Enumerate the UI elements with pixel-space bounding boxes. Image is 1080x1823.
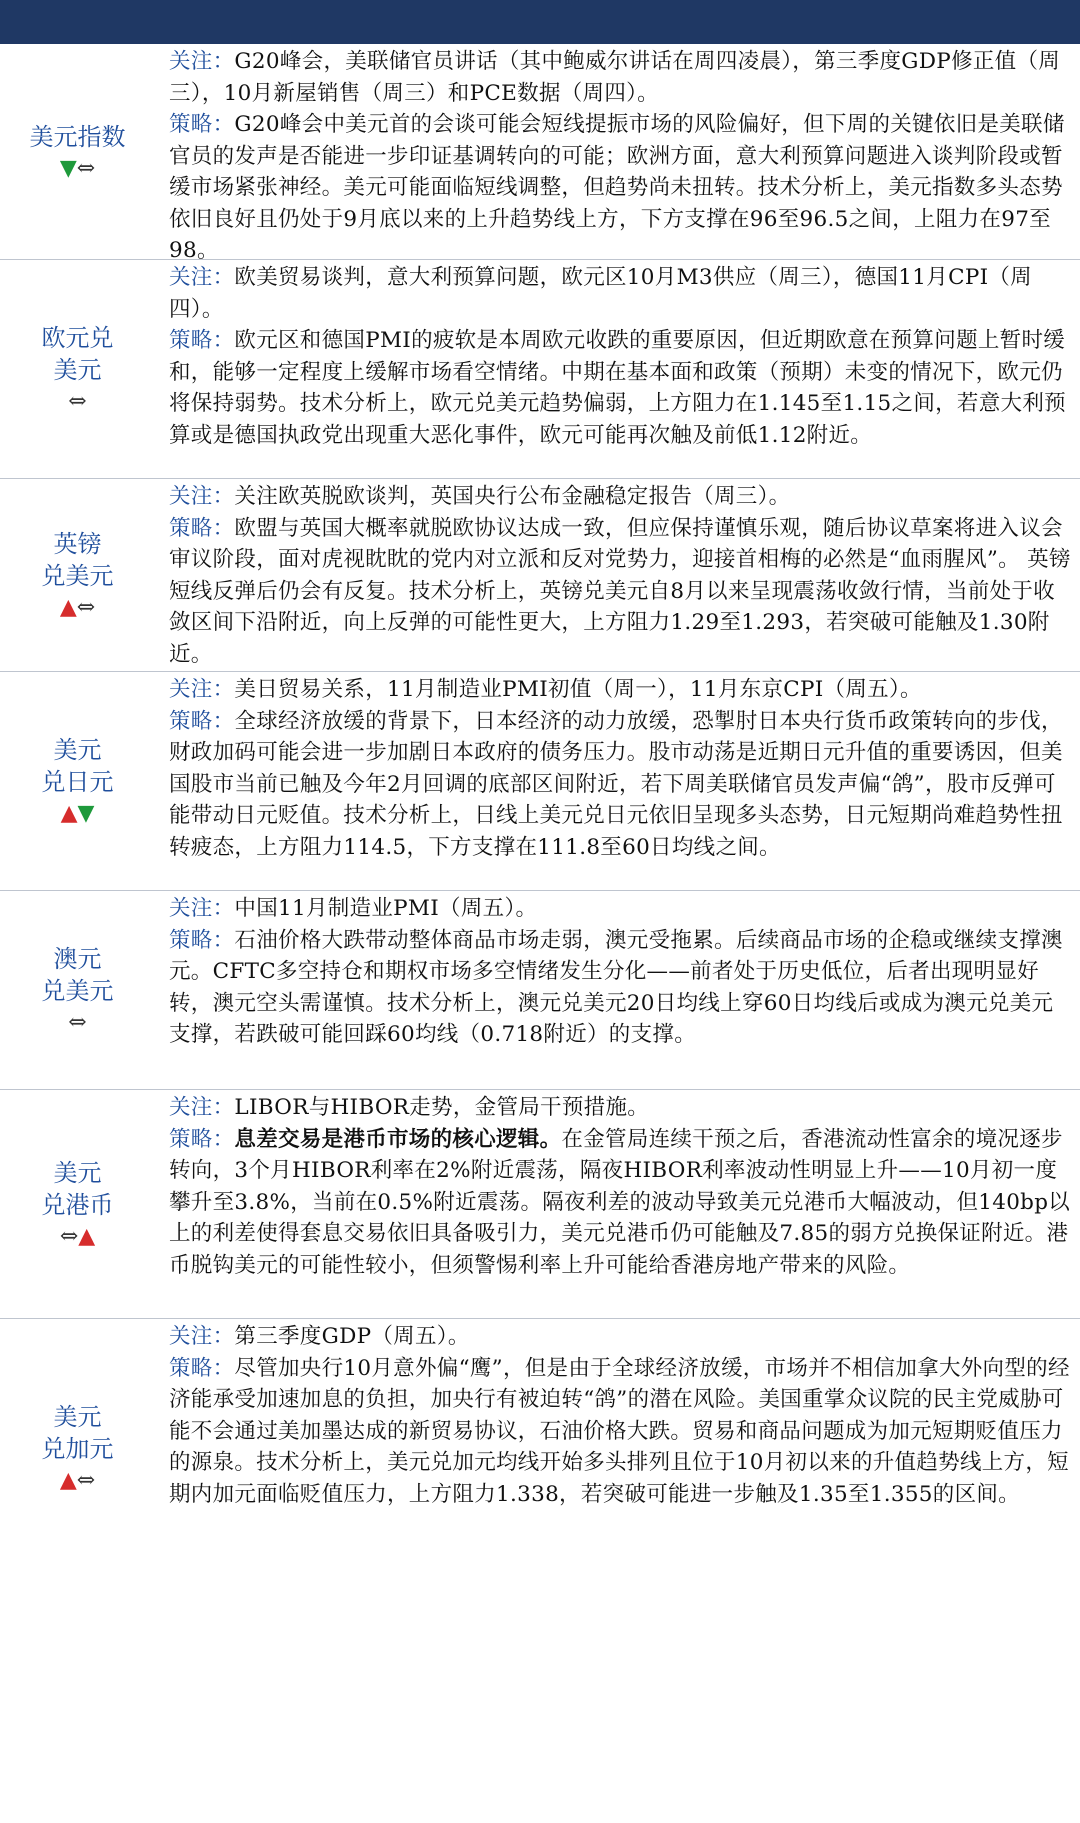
focus-paragraph — [169, 481, 1072, 513]
strategy-label: 策略： — [169, 927, 235, 953]
strategy-label: 策略： — [169, 1126, 235, 1152]
strategy-text: 石油价格大跌带动整体商品市场走弱，澳元受拖累。后续商品市场的企稳或继续支撑澳元。CFTC多空持仓和期权市场多空情绪发生分化——前者处于历史低位，后者出现明显好转，澳元空头需谨慎。技术分析上，澳元兑美元20日均线上穿60日均线后或成为澳元兑美元支撑，若跌破可能回踩60均线（0.718附近）的支撑。 — [169, 927, 1063, 1047]
focus-paragraph — [169, 893, 1072, 925]
strategy-text: 欧盟与英国大概率就脱欧协议达成一致，但应保持谨慎乐观，随后协议草案将进入议会审议阶段，面对虎视眈眈的党内对立派和反对党势力，迎接首相梅的必然是“血雨腥风”。 英镑短线反弹后仍会有反复。技术分析上，英镑兑美元自8月以来呈现震荡收敛行情，当前处于收敛区间下沿附近，向上反弹的可能性更大，上方阻力1.29至1.293，若突破可能触及1.30附近。 — [169, 515, 1071, 667]
currency-label-cell — [0, 891, 155, 1089]
up-triangle-icon: ▲ — [59, 595, 77, 620]
strategy-label: 策略： — [169, 1355, 235, 1381]
currency-label-cell — [0, 260, 155, 478]
currency-row — [0, 672, 1080, 891]
analysis-cell — [155, 1319, 1080, 1577]
focus-text: LIBOR与HIBOR走势，金管局干预措施。 — [234, 1095, 650, 1120]
currency-row — [0, 44, 1080, 263]
header-bar — [0, 0, 1080, 44]
focus-text: 美日贸易关系，11月制造业PMI初值（周一），11月东京CPI（周五）。 — [234, 677, 922, 702]
double-arrow-icon: ⇔ — [68, 389, 87, 414]
currency-pair-name: 美元指数 — [29, 122, 126, 151]
currency-label-cell — [0, 672, 155, 890]
focus-paragraph — [169, 262, 1072, 325]
analysis-cell — [155, 1090, 1080, 1318]
focus-label: 关注： — [169, 1324, 235, 1349]
analysis-cell — [155, 891, 1080, 1089]
strategy-label: 策略： — [169, 708, 235, 734]
currency-label-cell — [0, 479, 155, 671]
focus-label: 关注： — [169, 896, 235, 921]
trend-indicator — [61, 800, 95, 828]
strategy-text: 在金管局连续干预之后，香港流动性富余的境况逐步转向，3个月HIBOR利率在2%附近震荡，隔夜HIBOR利率波动性明显上升——10月初一度攀升至3.8%，当前在0.5%附近震荡。隔夜利差的波动导致美元兑港币大幅波动，但140bp以上的利差使得套息交易依旧具备吸引力，美元兑港币仍可能触及7.85的弱方兑换保证附近。港币脱钩美元的可能性较小，但须警惕利率上升可能给香港房地产带来的风险。 — [169, 1126, 1071, 1278]
currency-pair-name: 美元 兑港币 — [41, 1159, 114, 1219]
focus-text: 中国11月制造业PMI（周五）。 — [234, 896, 538, 921]
currency-pair-name: 澳元 兑美元 — [41, 945, 114, 1005]
strategy-paragraph — [169, 325, 1072, 451]
focus-label: 关注： — [169, 265, 235, 290]
strategy-label: 策略： — [169, 112, 235, 137]
trend-indicator — [60, 594, 95, 622]
currency-row — [0, 260, 1080, 479]
currency-pair-name: 欧元兑 美元 — [41, 324, 114, 384]
currency-row — [0, 479, 1080, 672]
currency-pair-name: 美元 兑加元 — [41, 1403, 114, 1463]
strategy-text: 欧元区和德国PMI的疲软是本周欧元收跌的重要原因，但近期欧意在预算问题上暂时缓和，能够一定程度上缓解市场看空情绪。中期在基本面和政策（预期）未变的情况下，欧元仍将保持弱势。技术分析上，欧元兑美元趋势偏弱，上方阻力在1.145至1.15之间，若意大利预算或是德国执政党出现重大恶化事件，欧元可能再次触及前低1.12附近。 — [169, 328, 1066, 448]
double-arrow-icon: ⇔ — [59, 1224, 79, 1249]
up-triangle-icon: ▲ — [60, 801, 78, 826]
analysis-cell — [155, 44, 1080, 263]
currency-label-cell — [0, 1319, 155, 1577]
currency-pair-name: 英镑 兑美元 — [41, 530, 114, 590]
trend-indicator — [60, 1467, 95, 1495]
strategy-text: 全球经济放缓的背景下，日本经济的动力放缓，恐掣肘日本央行货币政策转向的步伐，财政加码可能会进一步加剧日本政府的债务压力。股市动荡是近期日元升值的重要诱因，但美国股市当前已触及今年2月回调的底部区间附近，若下周美联储官员发声偏“鸽”，股市反弹可能带动日元贬值。技术分析上，日线上美元兑日元依旧呈现多头态势，日元短期尚难趋势性扭转疲态，上方阻力114.5，下方支撑在111.8至60日均线之间。 — [169, 708, 1063, 860]
down-triangle-icon: ▼ — [59, 155, 77, 181]
up-triangle-icon: ▲ — [59, 1468, 77, 1493]
analysis-cell — [155, 260, 1080, 478]
strategy-label: 策略： — [169, 328, 235, 353]
strategy-text: 尽管加央行10月意外偏“鹰”，但是由于全球经济放缓，市场并不相信加拿大外向型的经济能承受加速加息的负担，加央行有被迫转“鸽”的潜在风险。美国重掌众议院的民主党威胁可能不会通过美加墨达成的新贸易协议，石油价格大跌。贸易和商品问题成为加元短期贬值压力的源泉。技术分析上，美元兑加元均线开始多头排列且位于10月初以来的升值趋势线上方，短期内加元面临贬值压力，上方阻力1.338，若突破可能进一步触及1.35至1.355的区间。 — [169, 1355, 1070, 1507]
focus-paragraph — [169, 1092, 1072, 1124]
down-triangle-icon: ▼ — [77, 801, 95, 826]
focus-label: 关注： — [169, 1095, 235, 1120]
strategy-paragraph — [169, 925, 1072, 1051]
focus-text: 关注欧英脱欧谈判，英国央行公布金融稳定报告（周三）。 — [234, 484, 791, 509]
double-arrow-icon: ⇔ — [76, 1468, 96, 1493]
focus-paragraph — [169, 1321, 1072, 1353]
trend-indicator — [68, 1009, 86, 1037]
trend-indicator — [60, 1223, 95, 1251]
currency-label-cell — [0, 1090, 155, 1318]
currency-row — [0, 1090, 1080, 1319]
trend-indicator — [60, 155, 95, 183]
strategy-paragraph — [169, 706, 1072, 864]
strategy-paragraph — [169, 109, 1072, 267]
analysis-cell — [155, 479, 1080, 671]
double-arrow-icon: ⇔ — [76, 595, 96, 620]
strategy-text: G20峰会中美元首的会谈可能会短线提振市场的风险偏好，但下周的关键依旧是美联储官员的发声是否能进一步印证基调转向的可能；欧洲方面，意大利预算问题进入谈判阶段或暂缓市场紧张神经。美元可能面临短线调整，但趋势尚未扭转。技术分析上，美元指数多头态势依旧良好且仍处于9月底以来的上升趋势线上方，下方支撑在96至96.5之间，上阻力在97至98。 — [169, 112, 1065, 263]
focus-paragraph — [169, 674, 1072, 706]
currency-pair-name: 美元 兑日元 — [41, 736, 114, 796]
focus-label: 关注： — [169, 49, 235, 74]
currency-outlook-table — [0, 44, 1080, 1577]
currency-row — [0, 1319, 1080, 1577]
up-triangle-icon: ▲ — [78, 1224, 96, 1249]
currency-row — [0, 891, 1080, 1090]
trend-indicator — [68, 388, 86, 416]
strategy-paragraph — [169, 1124, 1072, 1282]
double-arrow-icon: ⇔ — [68, 1010, 87, 1035]
focus-paragraph — [169, 46, 1072, 109]
focus-label: 关注： — [169, 677, 235, 702]
strategy-paragraph — [169, 1353, 1072, 1511]
strategy-paragraph — [169, 513, 1072, 671]
analysis-cell — [155, 672, 1080, 890]
double-arrow-icon: ⇔ — [76, 155, 96, 181]
focus-text: 欧美贸易谈判，意大利预算问题，欧元区10月M3供应（周三），德国11月CPI（周四）。 — [169, 265, 1032, 322]
focus-text: G20峰会，美联储官员讲话（其中鲍威尔讲话在周四凌晨），第三季度GDP修正值（周三），10月新屋销售（周三）和PCE数据（周四）。 — [169, 49, 1061, 106]
currency-label-cell — [0, 44, 155, 259]
strategy-label: 策略： — [169, 515, 235, 541]
focus-text: 第三季度GDP（周五）。 — [234, 1324, 470, 1349]
focus-label: 关注： — [169, 484, 235, 509]
strategy-emphasis: 息差交易是港币市场的核心逻辑。 — [234, 1126, 562, 1152]
